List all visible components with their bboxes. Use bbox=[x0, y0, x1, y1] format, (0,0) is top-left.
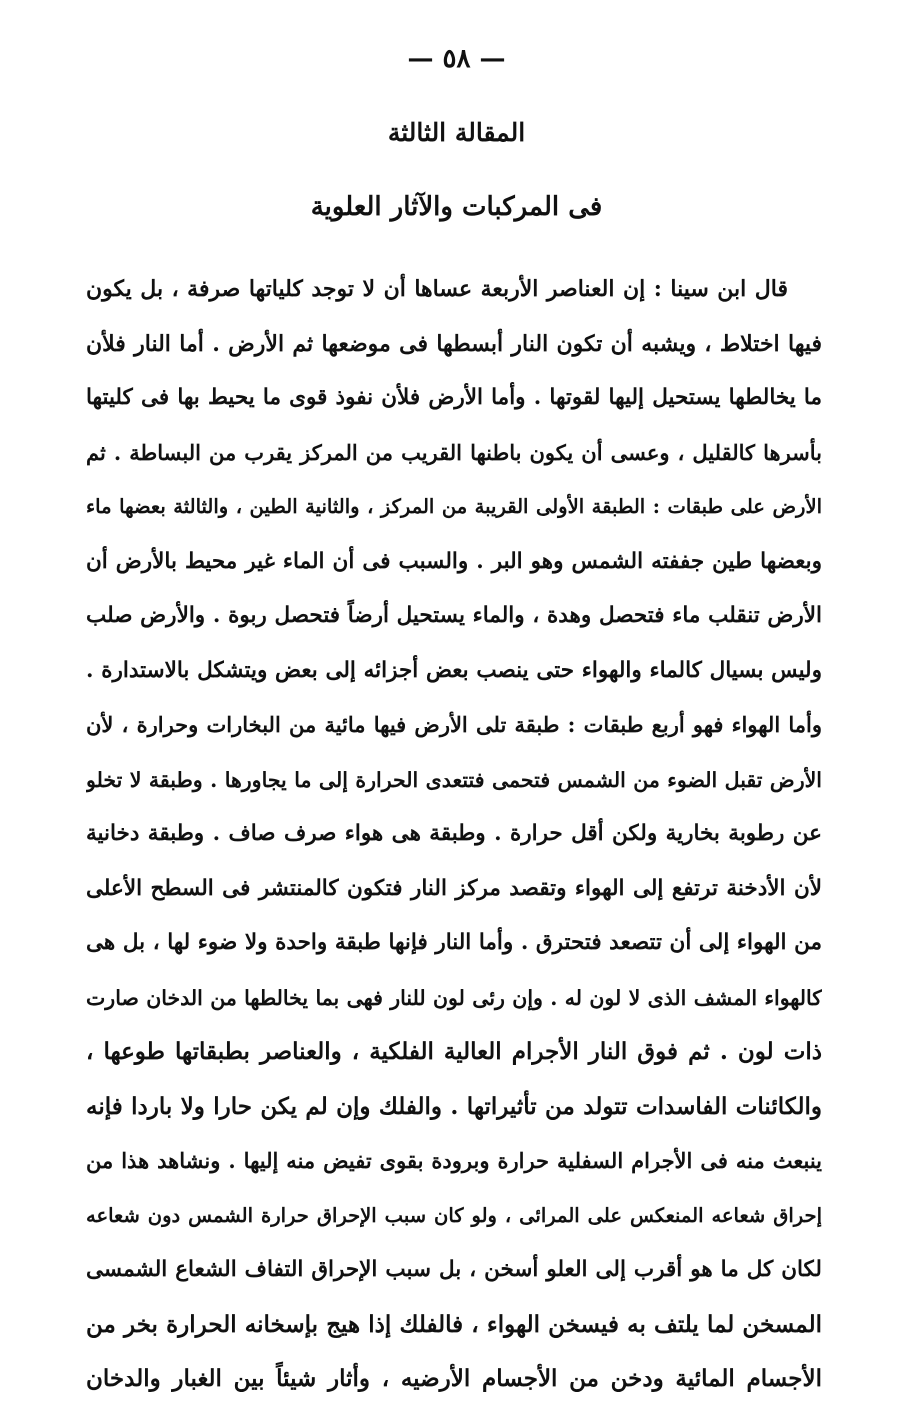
text-line: الأجسام المائية ودخن من الأجسام الأرضيه ، وأثار شيئاً بين الغبار والدخان bbox=[86, 1365, 822, 1392]
text-line: وليس بسيال كالماء والهواء حتى ينصب بعض أجزائه إلى بعض ويتشكل بالاستدارة . bbox=[86, 657, 822, 683]
text-line: ما يخالطها يستحيل إليها لقوتها . وأما الأرض فلأن نفوذ قوى ما يحيط بها فى كليتها bbox=[86, 385, 822, 410]
text-line: بأسرها كالقليل ، وعسى أن يكون باطنها القريب من المركز يقرب من البساطة . ثم bbox=[86, 439, 822, 465]
text-line: كالهواء المشف الذى لا لون له . وإن رئى لون للنار فهى بما يخالطها من الدخان صارت bbox=[86, 985, 822, 1010]
text-line: عن رطوبة بخارية ولكن أقل حرارة . وطبقة هى هواء صرف صاف . وطبقة دخانية bbox=[86, 821, 822, 846]
text-line: المسخن لما يلتف به فيسخن الهواء ، فالفلك إذا هيج بإسخانه الحرارة بخر من bbox=[86, 1310, 822, 1338]
text-line: الأرض على طبقات : الطبقة الأولى القريبة من المركز ، والثانية الطين ، والثالثة بعضها ماء bbox=[86, 495, 822, 518]
text-line: الأرض تنقلب ماء فتحصل وهدة ، والماء يستحيل أرضاً فتحصل ربوة . والأرض صلب bbox=[86, 603, 822, 628]
text-line: ينبعث منه فى الأجرام السفلية حرارة وبرودة بقوى تفيض منه إليها . ونشاهد هذا من bbox=[86, 1148, 822, 1173]
text-line: وأما الهواء فهو أربع طبقات : طبقة تلى الأرض فيها مائية من البخارات وحرارة ، لأن bbox=[86, 712, 822, 737]
text-line: والكائنات الفاسدات تتولد من تأثيراتها . والفلك وإن لم يكن حارا ولا باردا فإنه bbox=[86, 1092, 822, 1120]
text-line: لكان كل ما هو أقرب إلى العلو أسخن ، بل سبب الإحراق التفاف الشعاع الشمسى bbox=[86, 1257, 822, 1282]
section-title: فى المركبات والآثار العلوية bbox=[310, 192, 603, 222]
article-title: المقالة الثالثة bbox=[387, 118, 526, 147]
text-line: إحراق شعاعه المنعكس على المرائى ، ولو كان سبب الإحراق حرارة الشمس دون شعاعه bbox=[86, 1203, 822, 1227]
page-number: — ٥٨ — bbox=[407, 44, 506, 74]
text-line: ذات لون . ثم فوق النار الأجرام العالية الفلكية ، والعناصر بطبقاتها طوعها ، bbox=[86, 1038, 822, 1065]
text-line: وبعضها طين جففته الشمس وهو البر . والسبب فى أن الماء غير محيط بالأرض أن bbox=[86, 548, 822, 574]
text-line: قال ابن سينا : إن العناصر الأربعة عساها أن لا توجد كلياتها صرفة ، بل يكون bbox=[86, 276, 788, 302]
text-line: الأرض تقبل الضوء من الشمس فتحمى فتتعدى الحرارة إلى ما يجاورها . وطبقة لا تخلو bbox=[86, 767, 822, 792]
text-line: فيها اختلاط ، ويشبه أن تكون النار أبسطها فى موضعها ثم الأرض . أما النار فلأن bbox=[86, 330, 822, 357]
text-line: لأن الأدخنة ترتفع إلى الهواء وتقصد مركز النار فتكون كالمنتشر فى السطح الأعلى bbox=[86, 875, 822, 901]
body-text bbox=[86, 262, 822, 1407]
text-line: من الهواء إلى أن تتصعد فتحترق . وأما النار فإنها طبقة واحدة ولا ضوء لها ، بل هى bbox=[86, 930, 822, 955]
